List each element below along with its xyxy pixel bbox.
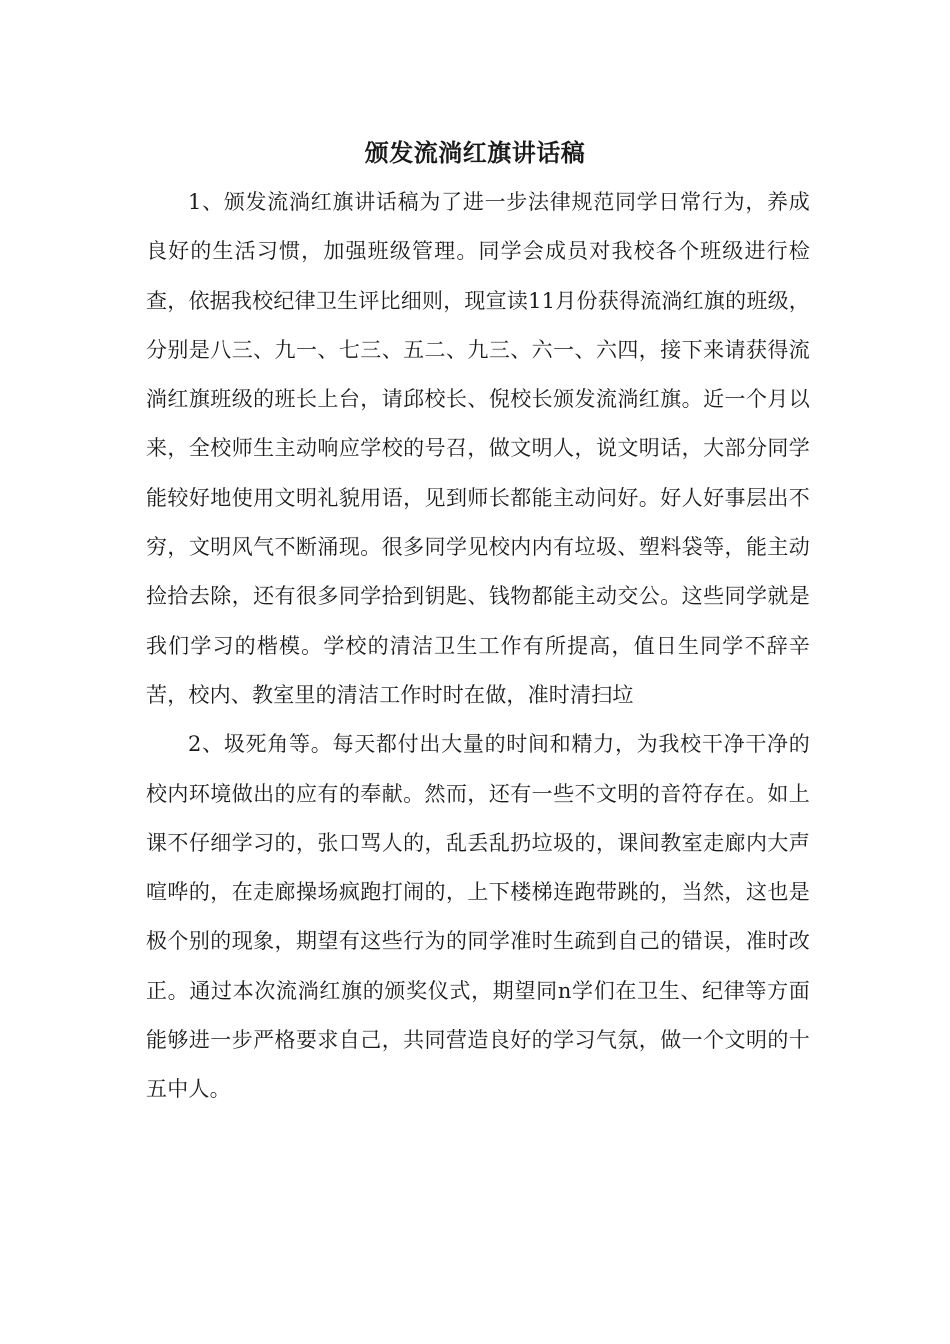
paragraph-1: 1、颁发流淌红旗讲话稿为了进一步法律规范同学日常行为，养成良好的生活习惯，加强班级管理。同学会成员对我校各个班级进行检查，依据我校纪律卫生评比细则，现宣读11月份获得流淌红旗的班级，分别是八三、九一、七三、五二、九三、六一、六四，接下来请获得流淌红旗班级的班长上台，请邱校长、倪校长颁发流淌红旗。近一个月以来，全校师生主动响应学校的号召，做文明人，说文明话，大部分同学能较好地使用文明礼貌用语，见到师长都能主动问好。好人好事层出不穷，文明风气不断涌现。很多同学见校内内有垃圾、塑料袋等，能主动捡拾去除，还有很多同学拾到钥匙、钱物都能主动交公。这些同学就是我们学习的楷模。学校的清洁卫生工作有所提高，值日生同学不辞辛苦，校内、教室里的清洁工作时时在做，准时清扫垃	[146, 190, 810, 707]
document-body	[146, 178, 810, 1115]
document-title: 颁发流淌红旗讲话稿	[364, 138, 586, 167]
paragraph-2: 2、圾死角等。每天都付出大量的时间和精力，为我校干净干净的校内环境做出的应有的奉献。然而，还有一些不文明的音符存在。如上课不仔细学习的，张口骂人的，乱丢乱扔垃圾的，课间教室走廊内大声喧哗的，在走廊操场疯跑打闹的，上下楼梯连跑带跳的，当然，这也是极个别的现象，期望有这些行为的同学准时生疏到自己的错误，准时改正。通过本次流淌红旗的颁奖仪式，期望同n学们在卫生、纪律等方面能够进一步严格要求自己，共同营造良好的学习气氛，做一个文明的十五中人。	[146, 732, 810, 1102]
